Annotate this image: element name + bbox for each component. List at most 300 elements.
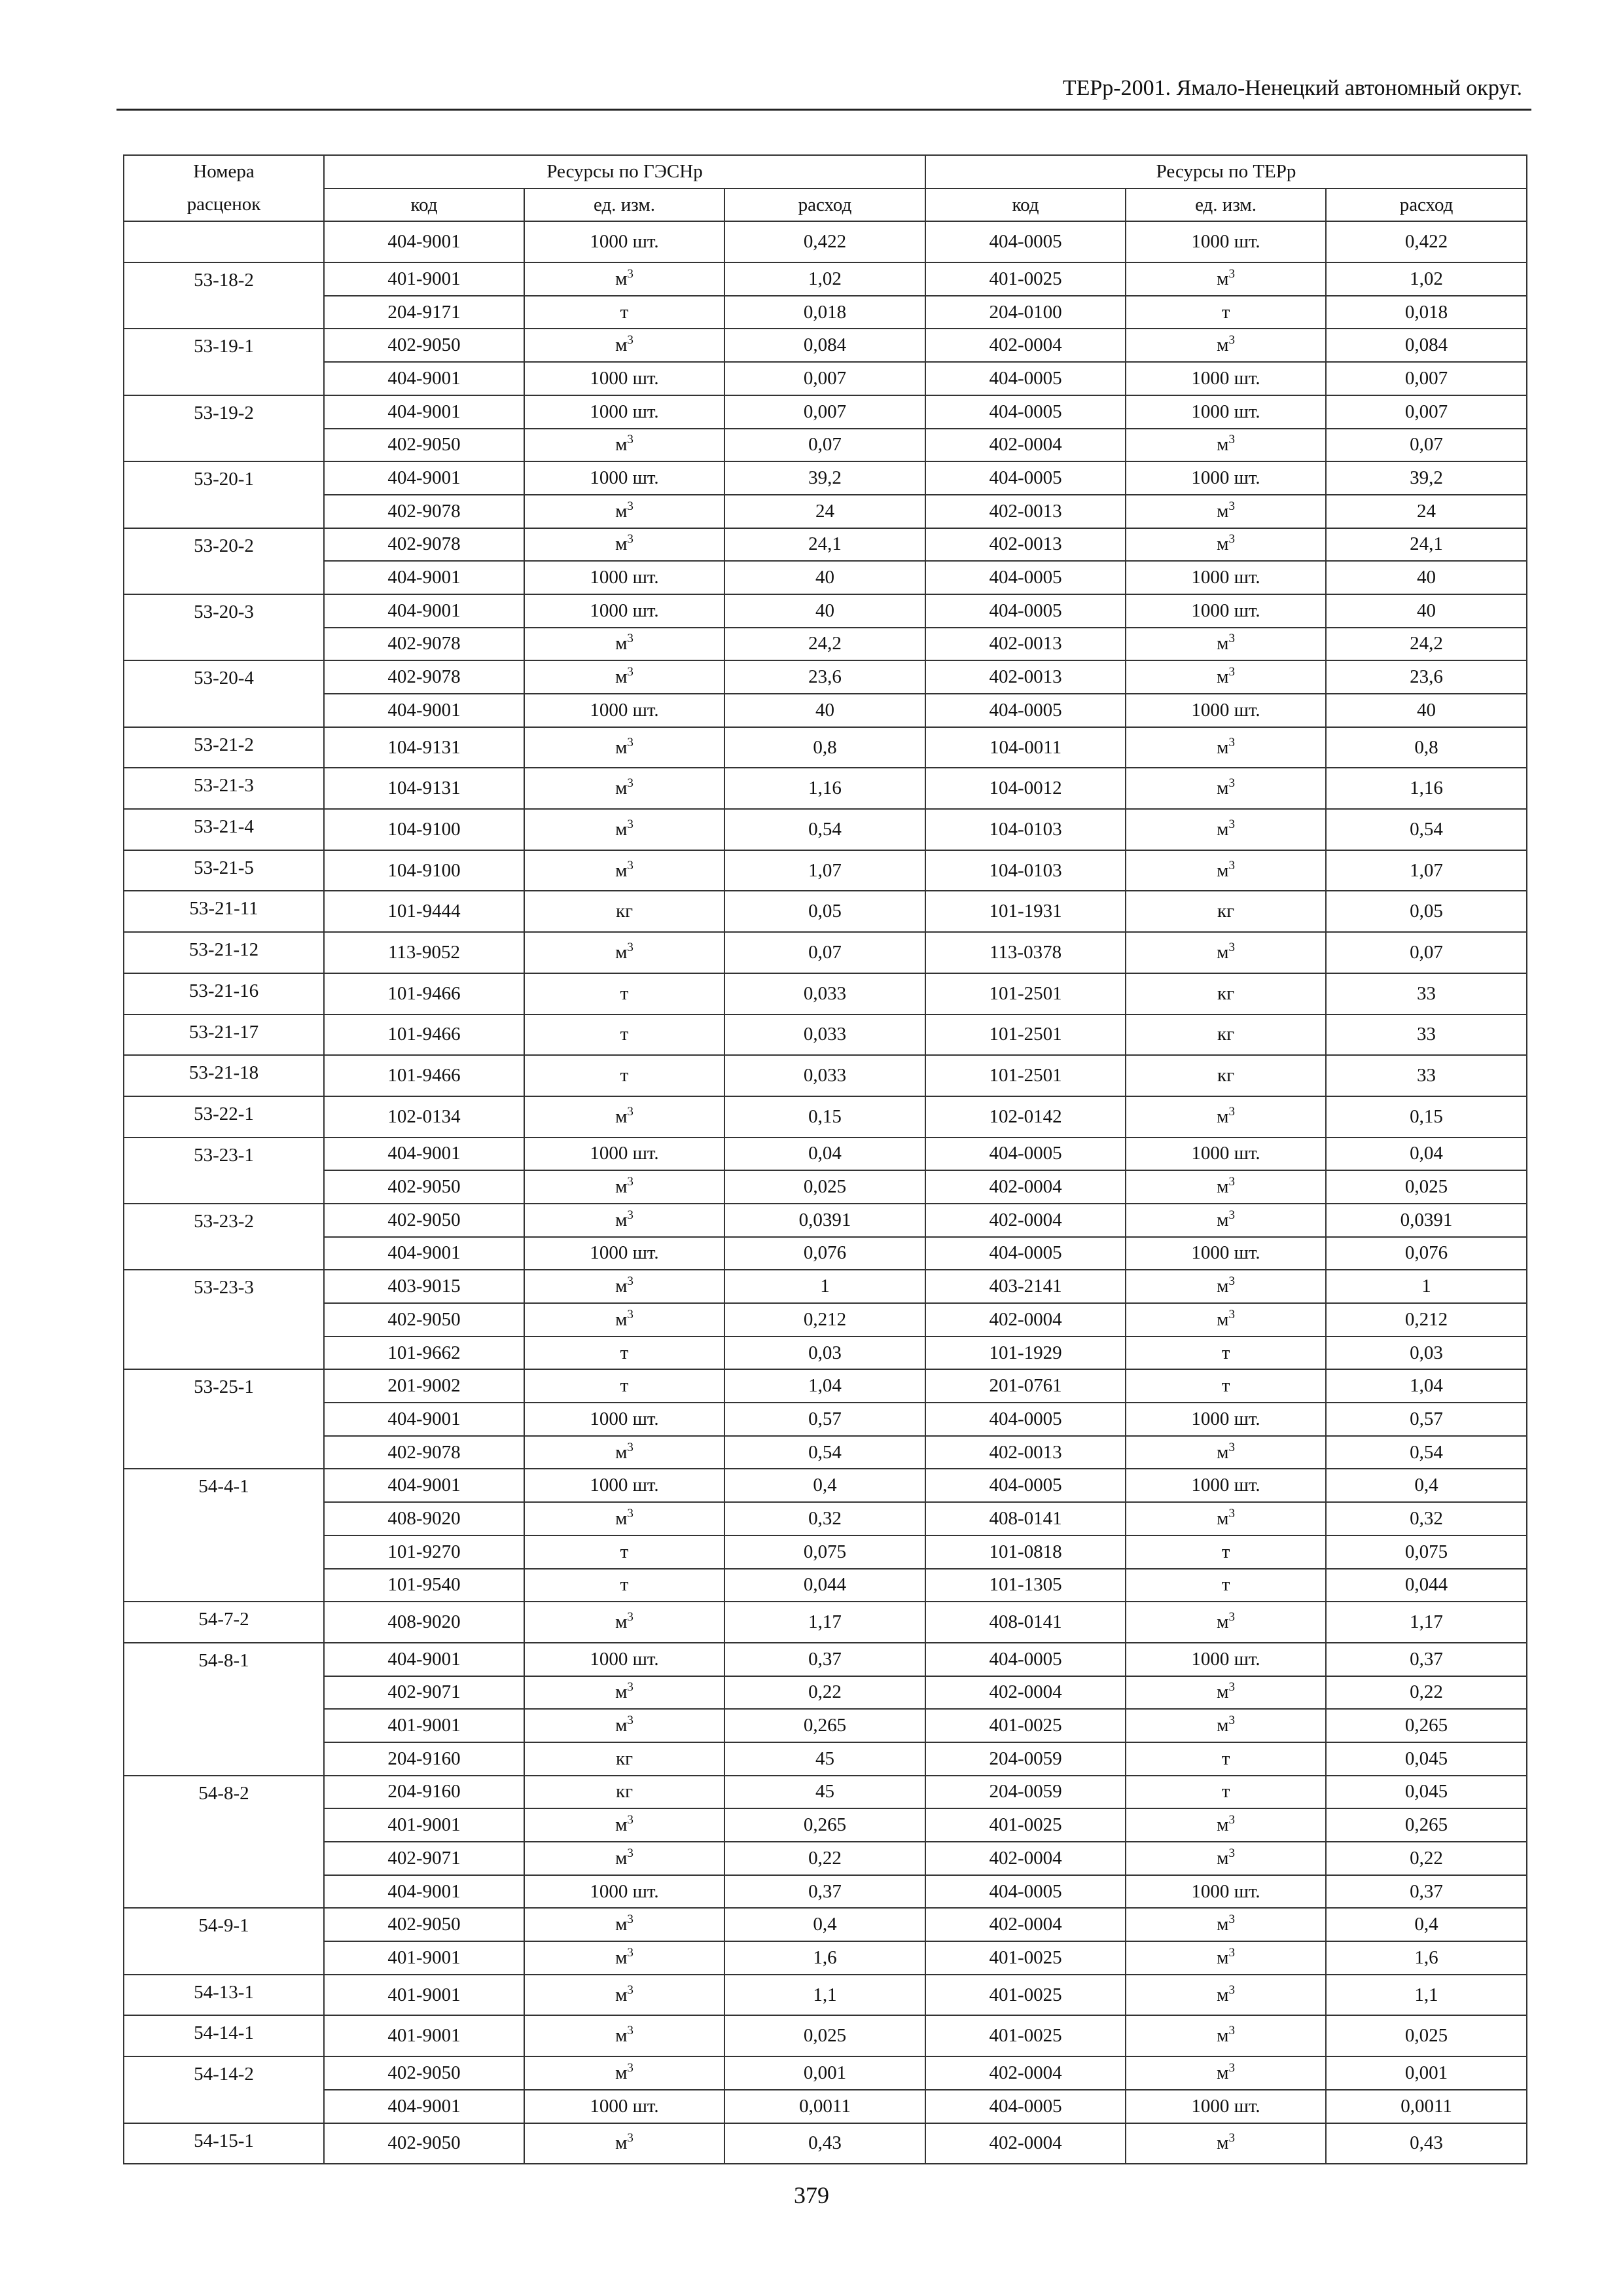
gesn-qty-cell: 0,54	[724, 1436, 925, 1469]
gesn-code-cell: 402-9078	[324, 628, 524, 661]
gesn-unit-cell: $м^3$	[524, 1941, 724, 1975]
ter-qty-cell: 40	[1326, 561, 1527, 594]
rate-number-cell: 53-21-11	[124, 891, 324, 932]
gesn-qty-cell: 0,03	[724, 1336, 925, 1370]
ter-unit-cell: 1000 шт.	[1126, 594, 1326, 628]
ter-code-cell: 204-0059	[925, 1742, 1126, 1776]
gesn-qty-cell: 0,37	[724, 1643, 925, 1676]
table-row	[124, 660, 1527, 694]
table-row	[124, 1975, 1527, 2016]
col-header-num-2: расценок	[124, 188, 324, 222]
ter-unit-cell: 1000 шт.	[1126, 2090, 1326, 2123]
page-header	[116, 71, 1531, 111]
ter-unit-cell: 1000 шт.	[1126, 1643, 1326, 1676]
table-row	[124, 594, 1527, 628]
gesn-unit-cell: $м^3$	[524, 1270, 724, 1303]
ter-code-cell: 408-0141	[925, 1502, 1126, 1535]
ter-code-cell: 402-0013	[925, 495, 1126, 528]
gesn-qty-cell: 1	[724, 1270, 925, 1303]
ter-qty-cell: 1,02	[1326, 262, 1527, 296]
gesn-code-cell: 402-9078	[324, 495, 524, 528]
gesn-qty-cell: 0,025	[724, 1170, 925, 1204]
table-row	[124, 1569, 1527, 1602]
gesn-unit-cell: т	[524, 296, 724, 329]
ter-qty-cell: 0,32	[1326, 1502, 1527, 1535]
gesn-code-cell: 204-9160	[324, 1776, 524, 1809]
ter-unit-cell: $м^3$	[1126, 1204, 1326, 1237]
gesn-unit-cell: $м^3$	[524, 1303, 724, 1336]
gesn-qty-cell: 0,265	[724, 1808, 925, 1842]
gesn-unit-cell: $м^3$	[524, 1808, 724, 1842]
rate-number-cell: 53-23-3	[124, 1270, 324, 1369]
page-number: 379	[794, 2182, 829, 2208]
rate-number-cell	[124, 221, 324, 262]
ter-qty-cell: 0,22	[1326, 1842, 1527, 1875]
gesn-code-cell: 403-9015	[324, 1270, 524, 1303]
gesn-code-cell: 404-9001	[324, 461, 524, 495]
ter-code-cell: 404-0005	[925, 461, 1126, 495]
gesn-qty-cell: 0,54	[724, 809, 925, 850]
gesn-unit-cell: $м^3$	[524, 932, 724, 973]
table-row	[124, 1336, 1527, 1370]
gesn-code-cell: 104-9131	[324, 768, 524, 809]
ter-qty-cell: 0,001	[1326, 2056, 1527, 2090]
ter-qty-cell: 1,6	[1326, 1941, 1527, 1975]
table-row	[124, 1709, 1527, 1742]
table-row	[124, 296, 1527, 329]
rate-number-cell: 53-25-1	[124, 1369, 324, 1469]
table-row	[124, 1808, 1527, 1842]
gesn-unit-cell: 1000 шт.	[524, 1643, 724, 1676]
ter-code-cell: 404-0005	[925, 1138, 1126, 1171]
ter-code-cell: 404-0005	[925, 362, 1126, 395]
gesn-qty-cell: 0,57	[724, 1403, 925, 1436]
ter-code-cell: 404-0005	[925, 395, 1126, 429]
table-row	[124, 2090, 1527, 2123]
gesn-code-cell: 402-9050	[324, 1303, 524, 1336]
ter-unit-cell: 1000 шт.	[1126, 1469, 1326, 1502]
ter-unit-cell: $м^3$	[1126, 660, 1326, 694]
col-header-gesn-code: код	[324, 188, 524, 222]
rate-number-cell: 53-21-4	[124, 809, 324, 850]
gesn-unit-cell: $м^3$	[524, 660, 724, 694]
col-header-ter: Ресурсы по ТЕРр	[925, 155, 1527, 188]
ter-qty-cell: 0,54	[1326, 809, 1527, 850]
gesn-unit-cell: $м^3$	[524, 809, 724, 850]
ter-qty-cell: 0,045	[1326, 1742, 1527, 1776]
col-header-ter-code: код	[925, 188, 1126, 222]
ter-qty-cell: 33	[1326, 973, 1527, 1014]
ter-unit-cell: $м^3$	[1126, 1436, 1326, 1469]
gesn-qty-cell: 0,075	[724, 1535, 925, 1569]
rate-number-cell: 53-21-18	[124, 1055, 324, 1096]
ter-code-cell: 402-0013	[925, 628, 1126, 661]
ter-qty-cell: 1	[1326, 1270, 1527, 1303]
ter-unit-cell: 1000 шт.	[1126, 1138, 1326, 1171]
ter-code-cell: 401-0025	[925, 1709, 1126, 1742]
table-row	[124, 932, 1527, 973]
ter-qty-cell: 0,212	[1326, 1303, 1527, 1336]
table-row	[124, 461, 1527, 495]
table-row	[124, 727, 1527, 768]
gesn-code-cell: 104-9131	[324, 727, 524, 768]
ter-unit-cell: кг	[1126, 1014, 1326, 1056]
ter-qty-cell: 0,15	[1326, 1096, 1527, 1138]
gesn-code-cell: 101-9466	[324, 1014, 524, 1056]
table-body	[124, 221, 1527, 2164]
page-header-title: ТЕРр-2001. Ямало-Ненецкий автономный округ.	[1062, 76, 1522, 100]
rate-number-cell: 53-18-2	[124, 262, 324, 329]
rate-number-cell: 53-21-2	[124, 727, 324, 768]
gesn-code-cell: 404-9001	[324, 594, 524, 628]
ter-code-cell: 104-0103	[925, 850, 1126, 891]
gesn-qty-cell: 0,084	[724, 329, 925, 362]
ter-qty-cell: 0,4	[1326, 1908, 1527, 1941]
gesn-unit-cell: кг	[524, 1742, 724, 1776]
ter-unit-cell: $м^3$	[1126, 329, 1326, 362]
table-row	[124, 850, 1527, 891]
ter-qty-cell: 0,084	[1326, 329, 1527, 362]
gesn-unit-cell: $м^3$	[524, 528, 724, 562]
ter-qty-cell: 0,025	[1326, 1170, 1527, 1204]
header-row-2	[124, 188, 1527, 222]
ter-code-cell: 104-0103	[925, 809, 1126, 850]
gesn-unit-cell: $м^3$	[524, 1204, 724, 1237]
table-row	[124, 973, 1527, 1014]
ter-unit-cell: $м^3$	[1126, 1303, 1326, 1336]
gesn-code-cell: 201-9002	[324, 1369, 524, 1403]
gesn-unit-cell: 1000 шт.	[524, 1403, 724, 1436]
ter-qty-cell: 0,07	[1326, 429, 1527, 462]
rate-number-cell: 54-14-1	[124, 2015, 324, 2056]
ter-code-cell: 401-0025	[925, 1941, 1126, 1975]
ter-qty-cell: 0,0011	[1326, 2090, 1527, 2123]
rate-number-cell: 54-8-1	[124, 1643, 324, 1776]
ter-unit-cell: 1000 шт.	[1126, 561, 1326, 594]
gesn-qty-cell: 0,422	[724, 221, 925, 262]
ter-qty-cell: 24,2	[1326, 628, 1527, 661]
gesn-qty-cell: 0,43	[724, 2123, 925, 2164]
ter-unit-cell: $м^3$	[1126, 262, 1326, 296]
table-row	[124, 528, 1527, 562]
ter-unit-cell: т	[1126, 1742, 1326, 1776]
ter-unit-cell: $м^3$	[1126, 1941, 1326, 1975]
gesn-qty-cell: 1,02	[724, 262, 925, 296]
ter-code-cell: 204-0059	[925, 1776, 1126, 1809]
table-row	[124, 628, 1527, 661]
gesn-unit-cell: кг	[524, 891, 724, 932]
table-row	[124, 495, 1527, 528]
gesn-code-cell: 101-9662	[324, 1336, 524, 1370]
gesn-unit-cell: 1000 шт.	[524, 1138, 724, 1171]
ter-unit-cell: $м^3$	[1126, 1908, 1326, 1941]
gesn-code-cell: 404-9001	[324, 1875, 524, 1909]
ter-unit-cell: т	[1126, 1569, 1326, 1602]
table-row	[124, 1469, 1527, 1502]
ter-qty-cell: 0,8	[1326, 727, 1527, 768]
table-row	[124, 1842, 1527, 1875]
table-row	[124, 1170, 1527, 1204]
ter-code-cell: 404-0005	[925, 594, 1126, 628]
gesn-qty-cell: 0,22	[724, 1676, 925, 1710]
ter-qty-cell: 33	[1326, 1014, 1527, 1056]
ter-code-cell: 101-2501	[925, 1014, 1126, 1056]
table-row	[124, 1138, 1527, 1171]
ter-unit-cell: $м^3$	[1126, 1808, 1326, 1842]
ter-code-cell: 402-0004	[925, 2056, 1126, 2090]
gesn-code-cell: 402-9078	[324, 1436, 524, 1469]
ter-unit-cell: $м^3$	[1126, 932, 1326, 973]
gesn-code-cell: 101-9444	[324, 891, 524, 932]
ter-unit-cell: т	[1126, 1535, 1326, 1569]
ter-unit-cell: 1000 шт.	[1126, 1875, 1326, 1909]
ter-unit-cell: т	[1126, 1336, 1326, 1370]
gesn-unit-cell: 1000 шт.	[524, 561, 724, 594]
gesn-qty-cell: 0,32	[724, 1502, 925, 1535]
gesn-code-cell: 402-9078	[324, 528, 524, 562]
ter-qty-cell: 0,4	[1326, 1469, 1527, 1502]
ter-unit-cell: $м^3$	[1126, 850, 1326, 891]
ter-qty-cell: 33	[1326, 1055, 1527, 1096]
ter-qty-cell: 0,265	[1326, 1808, 1527, 1842]
ter-unit-cell: $м^3$	[1126, 1602, 1326, 1643]
gesn-qty-cell: 0,044	[724, 1569, 925, 1602]
table-row	[124, 1055, 1527, 1096]
rate-number-cell: 53-20-3	[124, 594, 324, 660]
ter-qty-cell: 0,05	[1326, 891, 1527, 932]
gesn-qty-cell: 0,033	[724, 1014, 925, 1056]
ter-qty-cell: 0,075	[1326, 1535, 1527, 1569]
gesn-qty-cell: 23,6	[724, 660, 925, 694]
ter-unit-cell: $м^3$	[1126, 2015, 1326, 2056]
gesn-qty-cell: 40	[724, 594, 925, 628]
gesn-code-cell: 402-9050	[324, 329, 524, 362]
col-header-ter-qty: расход	[1326, 188, 1527, 222]
gesn-unit-cell: $м^3$	[524, 429, 724, 462]
gesn-qty-cell: 40	[724, 694, 925, 727]
table-row	[124, 1676, 1527, 1710]
gesn-unit-cell: 1000 шт.	[524, 1469, 724, 1502]
ter-unit-cell: 1000 шт.	[1126, 1237, 1326, 1270]
ter-code-cell: 402-0004	[925, 1842, 1126, 1875]
gesn-unit-cell: $м^3$	[524, 850, 724, 891]
ter-code-cell: 404-0005	[925, 221, 1126, 262]
gesn-qty-cell: 0,018	[724, 296, 925, 329]
gesn-code-cell: 104-9100	[324, 809, 524, 850]
gesn-qty-cell: 0,265	[724, 1709, 925, 1742]
ter-qty-cell: 23,6	[1326, 660, 1527, 694]
table-row	[124, 2123, 1527, 2164]
rate-number-cell: 54-7-2	[124, 1602, 324, 1643]
ter-code-cell: 404-0005	[925, 1237, 1126, 1270]
table-row	[124, 1204, 1527, 1237]
ter-unit-cell: 1000 шт.	[1126, 221, 1326, 262]
ter-code-cell: 201-0761	[925, 1369, 1126, 1403]
gesn-unit-cell: 1000 шт.	[524, 1237, 724, 1270]
gesn-code-cell: 404-9001	[324, 1138, 524, 1171]
gesn-qty-cell: 1,16	[724, 768, 925, 809]
gesn-qty-cell: 24	[724, 495, 925, 528]
ter-unit-cell: 1000 шт.	[1126, 694, 1326, 727]
col-header-gesn-unit: ед. изм.	[524, 188, 724, 222]
rate-number-cell: 53-22-1	[124, 1096, 324, 1138]
gesn-code-cell: 104-9100	[324, 850, 524, 891]
ter-qty-cell: 0,54	[1326, 1436, 1527, 1469]
gesn-unit-cell: 1000 шт.	[524, 362, 724, 395]
ter-code-cell: 101-0818	[925, 1535, 1126, 1569]
rate-number-cell: 53-21-12	[124, 932, 324, 973]
ter-qty-cell: 0,007	[1326, 362, 1527, 395]
ter-unit-cell: $м^3$	[1126, 1270, 1326, 1303]
gesn-qty-cell: 0,0011	[724, 2090, 925, 2123]
col-header-gesn: Ресурсы по ГЭСНр	[324, 155, 925, 188]
rate-number-cell: 53-20-1	[124, 461, 324, 528]
gesn-code-cell: 102-0134	[324, 1096, 524, 1138]
table-row	[124, 1436, 1527, 1469]
gesn-unit-cell: $м^3$	[524, 2123, 724, 2164]
ter-code-cell: 401-0025	[925, 2015, 1126, 2056]
table-row	[124, 1014, 1527, 1056]
table-row	[124, 395, 1527, 429]
rate-number-cell: 53-21-3	[124, 768, 324, 809]
gesn-unit-cell: $м^3$	[524, 1709, 724, 1742]
gesn-qty-cell: 0,007	[724, 362, 925, 395]
table-row	[124, 1237, 1527, 1270]
table-row	[124, 1742, 1527, 1776]
ter-code-cell: 404-0005	[925, 1469, 1126, 1502]
ter-code-cell: 402-0004	[925, 2123, 1126, 2164]
ter-code-cell: 104-0012	[925, 768, 1126, 809]
gesn-qty-cell: 0,0391	[724, 1204, 925, 1237]
gesn-qty-cell: 0,8	[724, 727, 925, 768]
ter-code-cell: 101-1931	[925, 891, 1126, 932]
rate-number-cell: 54-4-1	[124, 1469, 324, 1602]
table-row	[124, 1908, 1527, 1941]
gesn-unit-cell: т	[524, 1014, 724, 1056]
ter-unit-cell: кг	[1126, 891, 1326, 932]
ter-qty-cell: 0,076	[1326, 1237, 1527, 1270]
ter-unit-cell: $м^3$	[1126, 768, 1326, 809]
ter-unit-cell: 1000 шт.	[1126, 1403, 1326, 1436]
gesn-code-cell: 101-9466	[324, 1055, 524, 1096]
table-row	[124, 1096, 1527, 1138]
table-row	[124, 1270, 1527, 1303]
gesn-unit-cell: $м^3$	[524, 329, 724, 362]
ter-code-cell: 101-2501	[925, 973, 1126, 1014]
gesn-code-cell: 401-9001	[324, 1709, 524, 1742]
gesn-qty-cell: 45	[724, 1742, 925, 1776]
gesn-qty-cell: 0,025	[724, 2015, 925, 2056]
ter-unit-cell: $м^3$	[1126, 1170, 1326, 1204]
gesn-unit-cell: $м^3$	[524, 1975, 724, 2016]
gesn-unit-cell: $м^3$	[524, 1502, 724, 1535]
ter-code-cell: 402-0004	[925, 1170, 1126, 1204]
gesn-unit-cell: 1000 шт.	[524, 395, 724, 429]
table-row	[124, 1776, 1527, 1809]
gesn-qty-cell: 0,04	[724, 1138, 925, 1171]
ter-code-cell: 401-0025	[925, 1975, 1126, 2016]
gesn-code-cell: 402-9071	[324, 1842, 524, 1875]
gesn-code-cell: 408-9020	[324, 1602, 524, 1643]
gesn-code-cell: 404-9001	[324, 1643, 524, 1676]
rate-number-cell: 53-20-4	[124, 660, 324, 726]
rate-number-cell: 53-21-16	[124, 973, 324, 1014]
gesn-code-cell: 404-9001	[324, 362, 524, 395]
rate-number-cell: 54-15-1	[124, 2123, 324, 2164]
table-row	[124, 329, 1527, 362]
gesn-code-cell: 101-9270	[324, 1535, 524, 1569]
table-head	[124, 155, 1527, 221]
gesn-code-cell: 401-9001	[324, 1808, 524, 1842]
ter-unit-cell: $м^3$	[1126, 727, 1326, 768]
ter-qty-cell: 0,37	[1326, 1643, 1527, 1676]
ter-code-cell: 402-0004	[925, 1303, 1126, 1336]
ter-code-cell: 404-0005	[925, 2090, 1126, 2123]
table-row	[124, 1403, 1527, 1436]
table-row	[124, 1303, 1527, 1336]
gesn-qty-cell: 1,1	[724, 1975, 925, 2016]
gesn-qty-cell: 0,007	[724, 395, 925, 429]
gesn-code-cell: 402-9050	[324, 1204, 524, 1237]
gesn-unit-cell: 1000 шт.	[524, 221, 724, 262]
gesn-code-cell: 401-9001	[324, 262, 524, 296]
ter-code-cell: 404-0005	[925, 1875, 1126, 1909]
ter-code-cell: 402-0004	[925, 1908, 1126, 1941]
ter-code-cell: 404-0005	[925, 1643, 1126, 1676]
ter-qty-cell: 1,17	[1326, 1602, 1527, 1643]
col-header-num-1: Номера	[124, 155, 324, 188]
gesn-code-cell: 402-9050	[324, 2056, 524, 2090]
table-row	[124, 1535, 1527, 1569]
gesn-code-cell: 404-9001	[324, 1469, 524, 1502]
table-row	[124, 768, 1527, 809]
gesn-qty-cell: 1,17	[724, 1602, 925, 1643]
gesn-qty-cell: 0,212	[724, 1303, 925, 1336]
gesn-unit-cell: $м^3$	[524, 1676, 724, 1710]
ter-qty-cell: 0,0391	[1326, 1204, 1527, 1237]
ter-qty-cell: 0,37	[1326, 1875, 1527, 1909]
gesn-code-cell: 401-9001	[324, 1941, 524, 1975]
ter-code-cell: 404-0005	[925, 1403, 1126, 1436]
table-row	[124, 694, 1527, 727]
gesn-code-cell: 404-9001	[324, 1237, 524, 1270]
rate-number-cell: 53-20-2	[124, 528, 324, 594]
ter-qty-cell: 0,03	[1326, 1336, 1527, 1370]
ter-unit-cell: $м^3$	[1126, 1975, 1326, 2016]
ter-qty-cell: 0,57	[1326, 1403, 1527, 1436]
ter-code-cell: 408-0141	[925, 1602, 1126, 1643]
ter-qty-cell: 1,07	[1326, 850, 1527, 891]
gesn-qty-cell: 45	[724, 1776, 925, 1809]
gesn-qty-cell: 24,1	[724, 528, 925, 562]
ter-unit-cell: кг	[1126, 1055, 1326, 1096]
gesn-unit-cell: $м^3$	[524, 1602, 724, 1643]
gesn-qty-cell: 0,07	[724, 429, 925, 462]
gesn-unit-cell: т	[524, 1569, 724, 1602]
ter-unit-cell: $м^3$	[1126, 1709, 1326, 1742]
gesn-unit-cell: $м^3$	[524, 1436, 724, 1469]
rate-number-cell: 54-14-2	[124, 2056, 324, 2123]
gesn-code-cell: 401-9001	[324, 1975, 524, 2016]
ter-code-cell: 402-0004	[925, 329, 1126, 362]
gesn-qty-cell: 0,001	[724, 2056, 925, 2090]
gesn-code-cell: 408-9020	[324, 1502, 524, 1535]
table-row	[124, 1602, 1527, 1643]
gesn-unit-cell: $м^3$	[524, 262, 724, 296]
gesn-qty-cell: 39,2	[724, 461, 925, 495]
ter-code-cell: 101-1305	[925, 1569, 1126, 1602]
col-header-gesn-qty: расход	[724, 188, 925, 222]
